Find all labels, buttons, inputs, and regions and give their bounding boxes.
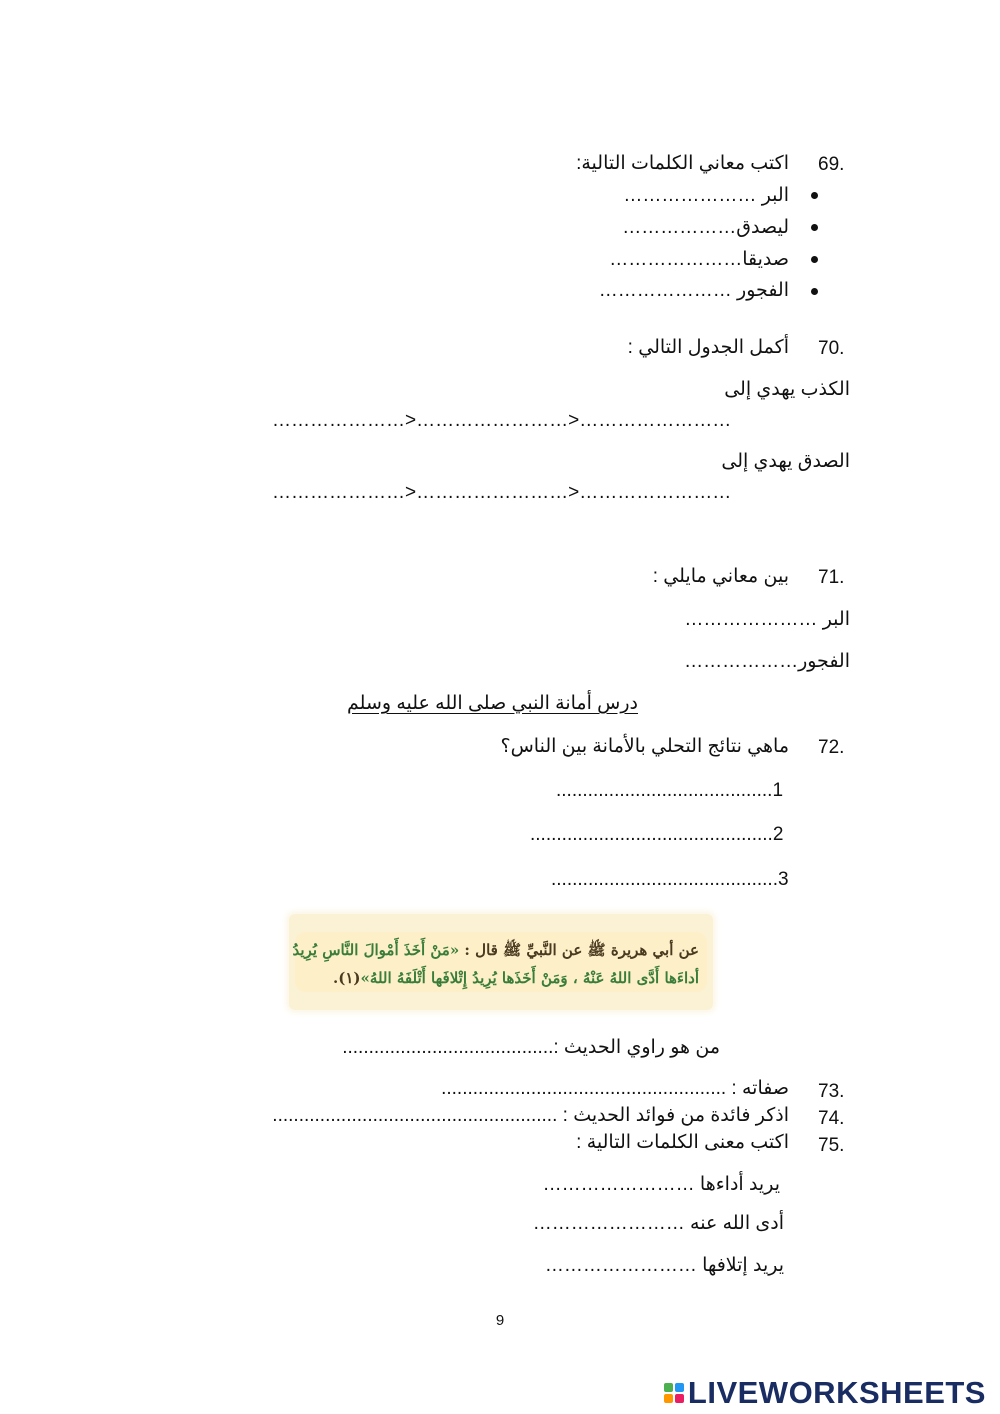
truth-heading: الصدق يهدي إلى	[721, 451, 850, 472]
narrator-question: من هو راوي الحديث :........................................	[342, 1037, 720, 1058]
lie-heading: الكذب يهدي إلى	[724, 379, 850, 400]
brand-square	[664, 1383, 673, 1392]
brand-square	[675, 1394, 684, 1403]
hadith-intro: عن أبي هريرة ﷺ عن النَّبيِّ ﷺ قال :	[459, 941, 699, 959]
hadith-line-2	[299, 969, 699, 987]
q69-item: البر …………………	[623, 185, 789, 206]
q71-item: الفجور………………	[684, 651, 850, 672]
bullet-icon	[811, 256, 818, 263]
q75-number: 75.	[818, 1135, 845, 1156]
brand-text: LIVEWORKSHEETS	[687, 1375, 986, 1410]
q74-text: اذكر فائدة من فوائد الحديث : ......................................................	[272, 1105, 789, 1126]
q75-item: يريد إتلافها ……………………	[544, 1255, 784, 1276]
page-number: 9	[495, 1312, 505, 1329]
q75-prompt: اكتب معنى الكلمات التالية :	[576, 1132, 789, 1153]
q69-item: الفجور …………………	[598, 280, 789, 301]
q69-prompt: اكتب معاني الكلمات التالية:	[576, 153, 789, 174]
q72-answer: 1.........................................	[556, 780, 784, 801]
q72-prompt: ماهي نتائج التحلي بالأمانة بين الناس؟	[500, 736, 789, 757]
hadith-image	[289, 914, 713, 1010]
bullet-icon	[811, 288, 818, 295]
q74-number: 74.	[818, 1108, 845, 1129]
q72-answer: 3...........................................	[551, 869, 789, 890]
lesson-title: درس أمانة النبي صلى الله عليه وسلم	[347, 693, 638, 714]
q72-answer: 2..............................................	[530, 824, 784, 845]
brand-square	[664, 1394, 673, 1403]
hadith-quote: أداءَها أَدَّى اللهُ عَنْهُ ، وَمَنْ أَخَذَها يُرِيدُ إِتْلافَها أَتْلَفَهُ اللهُ»	[360, 969, 699, 987]
q75-item: أدى الله عنه ……………………	[532, 1213, 784, 1234]
q73-number: 73.	[818, 1081, 845, 1102]
lie-chain: …………………>……………………>……………………	[272, 410, 732, 431]
bullet-icon	[811, 224, 818, 231]
truth-chain: …………………>……………………>……………………	[272, 482, 732, 503]
hadith-ref: (١).	[333, 969, 361, 987]
q71-item: البر …………………	[684, 609, 850, 630]
q70-prompt: أكمل الجدول التالي :	[627, 337, 789, 358]
q71-number: 71.	[818, 567, 845, 588]
q73-text: صفاته : ......................................................	[441, 1078, 789, 1099]
q70-number: 70.	[818, 338, 845, 359]
hadith-line-1	[292, 941, 699, 963]
liveworksheets-logo	[664, 1375, 986, 1411]
bullet-icon	[811, 192, 818, 199]
q72-number: 72.	[818, 737, 845, 758]
q69-number: 69.	[818, 154, 845, 175]
q69-item: ليصدق………………	[622, 217, 789, 238]
q75-item: يريد أداءها ……………………	[542, 1174, 780, 1195]
q71-prompt: بين معاني مايلي :	[652, 566, 789, 587]
q69-item: صديقا…………………	[609, 249, 789, 270]
brand-square	[675, 1383, 684, 1392]
hadith-quote: «مَنْ أَخَذَ أَمْوالَ النَّاسِ يُرِيدُ	[292, 941, 460, 959]
brand-grid-icon	[664, 1383, 684, 1403]
